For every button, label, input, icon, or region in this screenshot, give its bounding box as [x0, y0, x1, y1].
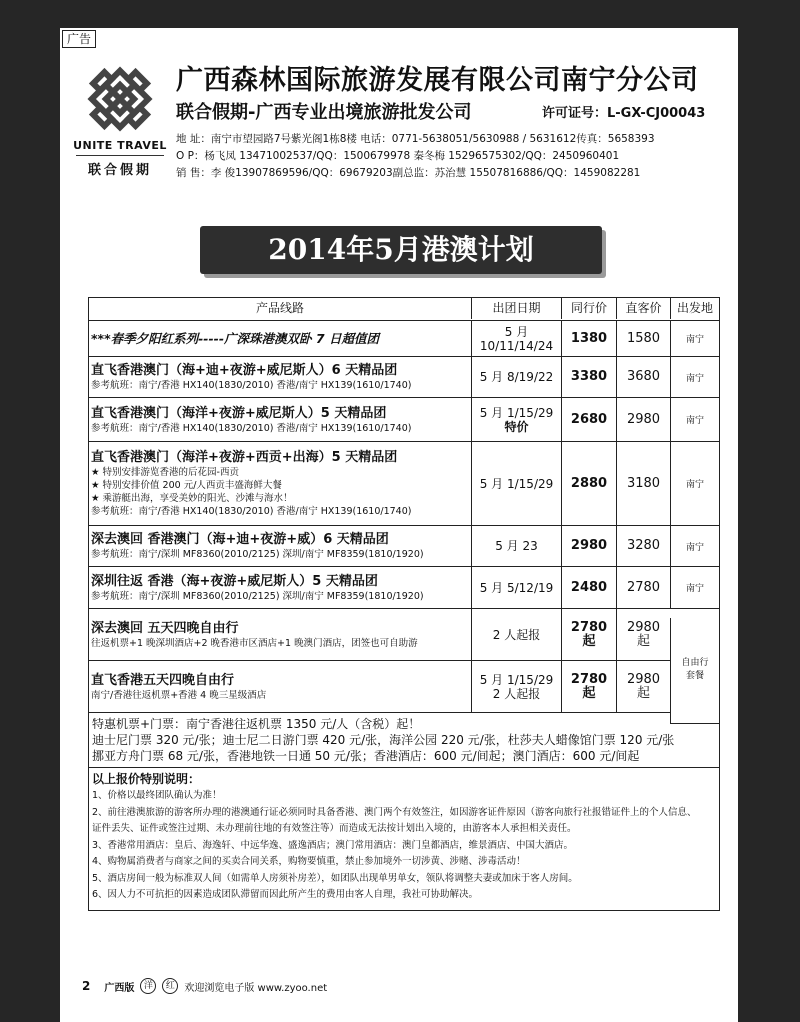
- contact-sales: 销 售：李 俊13907869596/QQ：69679203副总监：苏治慧 15507816886/QQ：1459082281: [176, 167, 641, 179]
- table-row: [89, 398, 719, 442]
- header-peer-price: 同行价: [561, 298, 616, 319]
- header-product: 产品线路: [255, 301, 304, 315]
- date-cell-line: 2 人起报: [492, 627, 541, 642]
- departure-cell: 南宁: [670, 567, 719, 608]
- company-name: 广西森林国际旅游发展有限公司南宁分公司: [176, 65, 699, 96]
- direct-price-cell-line: 2980: [626, 619, 661, 635]
- peer-price-cell: [561, 567, 616, 608]
- peer-price-cell: [561, 398, 616, 441]
- ad-tag: 广告: [62, 30, 96, 48]
- logo-divider: [76, 155, 164, 156]
- brand-badge-icon: 洋: [140, 978, 156, 994]
- table-row: [89, 526, 719, 567]
- logo-english-name: UNITE TRAVEL: [73, 139, 167, 152]
- date-cell-line: 2 人起报: [492, 686, 541, 701]
- direct-price-cell: [616, 442, 670, 525]
- peer-price-cell-line: 起: [582, 685, 596, 701]
- peer-price-cell-line: 2780: [570, 619, 608, 635]
- departure-cell: 南宁: [670, 442, 719, 525]
- note-line: 证件丢失、证件或签注过期、未办理前往地的有效签注等）而造成无法按计划出入境的，由游客本人承担相关责任。: [92, 823, 577, 834]
- date-cell: [471, 321, 561, 356]
- peer-price-cell-line: 3380: [570, 369, 608, 384]
- note-line: 3、香港常用酒店：皇后、海逸轩、中远华逸、盛逸酒店；澳门常用酒店：澳门皇都酒店，维景酒店、中国大酒店。: [92, 839, 574, 851]
- company-subtitle: 联合假期-广西专业出境旅游批发公司: [176, 102, 472, 123]
- product-name: ***春季夕阳红系列-----广深珠港澳双卧 7 日超值团: [91, 331, 379, 346]
- table-row: [89, 609, 719, 661]
- peer-price-cell-line: 2980: [570, 538, 608, 553]
- tour-price-table: [88, 297, 720, 911]
- departure-cell: 南宁: [670, 357, 719, 397]
- date-cell-line: 5 月 1/15/29: [479, 476, 554, 491]
- peer-price-cell-line: 2480: [570, 579, 608, 595]
- product-cell: [89, 442, 471, 525]
- note-line: 6、因人力不可抗拒的因素造成团队滞留而因此所产生的费用由客人自理，我社可协助解决。: [92, 889, 479, 900]
- direct-price-cell-line: 2980: [626, 411, 661, 427]
- page-number: 2: [82, 979, 91, 993]
- departure-cell: 南宁: [670, 398, 719, 441]
- product-note: ★ 特别安排游览香港的后花园-西贡: [91, 467, 239, 478]
- peer-price-cell-line: 2680: [570, 411, 608, 427]
- direct-price-cell-line: 3280: [626, 538, 661, 553]
- note-line: 2、前往港澳旅游的游客所办理的港澳通行证必须同时具备香港、澳门两个有效签注，如因游客证件原因（游客向旅行社报错证件上的个人信息、: [92, 806, 697, 818]
- direct-price-cell-line: 1580: [626, 330, 661, 346]
- license-number: 许可证号：L-GX-CJ00043: [542, 106, 706, 121]
- direct-price-cell-line: 2980: [626, 671, 661, 687]
- product-name: 深去澳回 五天四晚自由行: [91, 620, 239, 636]
- peer-price-cell-line: 2880: [570, 475, 608, 491]
- free-travel-label: 套餐: [685, 671, 704, 682]
- direct-price-cell-line: 起: [636, 685, 650, 701]
- table-row: [89, 442, 719, 526]
- direct-price-cell: [616, 526, 670, 566]
- product-note: 参考航班：南宁/深圳 MF8360(2010/2125) 深圳/南宁 MF8359(1810/1920): [91, 590, 424, 602]
- peer-price-cell: [561, 609, 616, 660]
- product-name: 直飞香港五天四晚自由行: [91, 672, 235, 688]
- logo-chinese-name: 联合假期: [87, 163, 152, 178]
- product-cell: [89, 357, 471, 397]
- special-offers: [89, 713, 719, 768]
- direct-price-cell: [616, 609, 670, 660]
- offer-line: 特惠机票+门票：南宁香港往返机票 1350 元/人（含税）起！: [92, 717, 421, 731]
- peer-price-cell: [561, 442, 616, 525]
- date-cell-line: 5 月 1/15/29: [479, 405, 554, 420]
- direct-price-cell: [616, 321, 670, 356]
- product-cell: [89, 398, 471, 441]
- product-name: 深圳往返 香港（海+夜游+威尼斯人）5 天精品团: [91, 573, 378, 589]
- date-cell: [471, 357, 561, 397]
- date-cell: [471, 609, 561, 660]
- date-cell-line: 5 月 10/11/14/24: [479, 324, 554, 353]
- product-note: ★ 乘游艇出海，享受美妙的阳光、沙滩与海水！: [91, 493, 293, 504]
- contact-info: [176, 131, 655, 182]
- departure-cell: 南宁: [670, 321, 719, 356]
- free-travel-departure-cell: [670, 618, 719, 724]
- contact-op: O P：杨飞凤 13471002537/QQ：1500679978 秦冬梅 15296575302/QQ：2450960401: [176, 150, 620, 162]
- page-title: 2014年5月港澳计划: [200, 226, 602, 274]
- page-footer: [82, 978, 327, 994]
- header-departure: 出发地: [670, 298, 719, 319]
- product-note: 参考航班：南宁/香港 HX140(1830/2010) 香港/南宁 HX139(1610/1740): [91, 422, 412, 434]
- price-notes: [89, 768, 719, 910]
- table-row: [89, 321, 719, 357]
- date-cell-line: 5 月 8/19/22: [479, 370, 554, 384]
- edition-label: 广西版: [104, 982, 135, 994]
- notes-title: 以上报价特别说明：: [92, 772, 201, 786]
- table-row: [89, 661, 719, 713]
- product-note: 往返机票+1 晚深圳酒店+2 晚香港市区酒店+1 晚澳门酒店，团签也可自助游: [91, 637, 418, 649]
- peer-price-cell-line: 2780: [570, 671, 608, 687]
- product-name: 直飞香港澳门（海洋+夜游+威尼斯人）5 天精品团: [91, 405, 387, 421]
- website-link[interactable]: 欢迎浏览电子版 www.zyoo.net: [184, 982, 328, 994]
- product-note: 参考航班：南宁/香港 HX140(1830/2010) 香港/南宁 HX139(1610/1740): [91, 506, 412, 517]
- product-name: 深去澳回 香港澳门（海+迪+夜游+威）6 天精品团: [91, 532, 389, 547]
- peer-price-cell-line: 起: [582, 633, 596, 649]
- brand-badge-icon: 红: [162, 978, 178, 994]
- direct-price-cell-line: 起: [636, 633, 650, 649]
- note-line: 1、价格以最终团队确认为准！: [92, 790, 222, 801]
- endless-knot-icon: [78, 62, 162, 136]
- direct-price-cell-line: 3180: [626, 475, 661, 491]
- date-cell: [471, 567, 561, 608]
- product-note: 南宁/香港往返机票+香港 4 晚三星级酒店: [91, 689, 267, 701]
- company-logo: [70, 62, 170, 180]
- peer-price-cell: [561, 321, 616, 356]
- offer-line: 挪亚方舟门票 68 元/张，香港地铁一日通 50 元/张；香港酒店：600 元/间起；澳门酒店：600 元/间起: [92, 749, 640, 763]
- date-cell-line: 5 月 5/12/19: [479, 580, 554, 595]
- table-header: [89, 298, 719, 321]
- direct-price-cell: [616, 398, 670, 441]
- note-line: 4、购物属消费者与商家之间的买卖合同关系，购物要慎重，禁止参加境外一切涉黄、涉赌、涉毒活动！: [92, 856, 526, 867]
- header-date: 出团日期: [471, 298, 561, 319]
- table-row: [89, 357, 719, 398]
- departure-cell: 南宁: [670, 526, 719, 566]
- product-cell: [89, 661, 471, 712]
- product-cell: [89, 321, 471, 356]
- product-note: 参考航班：南宁/香港 HX140(1830/2010) 香港/南宁 HX139(1610/1740): [91, 380, 412, 391]
- peer-price-cell: [561, 357, 616, 397]
- peer-price-cell-line: 1380: [570, 330, 608, 346]
- date-cell: [471, 398, 561, 441]
- header-direct-price: 直客价: [616, 298, 670, 319]
- direct-price-cell: [616, 357, 670, 397]
- free-travel-label: 自由行: [681, 658, 709, 669]
- date-cell: [471, 442, 561, 525]
- product-name: 直飞香港澳门（海洋+夜游+西贡+出海）5 天精品团: [91, 450, 398, 465]
- date-cell: [471, 526, 561, 566]
- direct-price-cell-line: 2780: [626, 579, 661, 595]
- table-body: [89, 321, 719, 713]
- direct-price-cell-line: 3680: [626, 369, 661, 384]
- note-line: 5、酒店房间一般为标准双人间（如需单人房须补房差），如团队出现单男单女，领队将调整夫妻或加床于客人房间。: [92, 872, 578, 884]
- date-cell-line: 5 月 1/15/29: [479, 672, 554, 687]
- date-cell-line: 5 月 23: [495, 539, 538, 553]
- product-cell: [89, 609, 471, 660]
- product-cell: [89, 567, 471, 608]
- offer-line: 迪士尼门票 320 元/张；迪士尼二日游门票 420 元/张，海洋公园 220 元/张，杜莎夫人蜡像馆门票 120 元/张: [92, 733, 675, 747]
- date-cell: [471, 661, 561, 712]
- product-cell: [89, 526, 471, 566]
- product-name: 直飞香港澳门（海+迪+夜游+威尼斯人）6 天精品团: [91, 363, 398, 378]
- contact-address: 地 址：南宁市望园路7号紫光阁1栋8楼 电话：0771-5638051/5630988 / 5631612传真：5658393: [176, 133, 655, 145]
- direct-price-cell: [616, 567, 670, 608]
- product-note: 参考航班：南宁/深圳 MF8360(2010/2125) 深圳/南宁 MF8359(1810/1920): [91, 549, 424, 560]
- direct-price-cell: [616, 661, 670, 712]
- peer-price-cell: [561, 526, 616, 566]
- table-row: [89, 567, 719, 609]
- product-note: ★ 特别安排价值 200 元/人西贡丰盛海鲜大餐: [91, 480, 282, 491]
- peer-price-cell: [561, 661, 616, 712]
- date-cell-line: 特价: [504, 419, 529, 434]
